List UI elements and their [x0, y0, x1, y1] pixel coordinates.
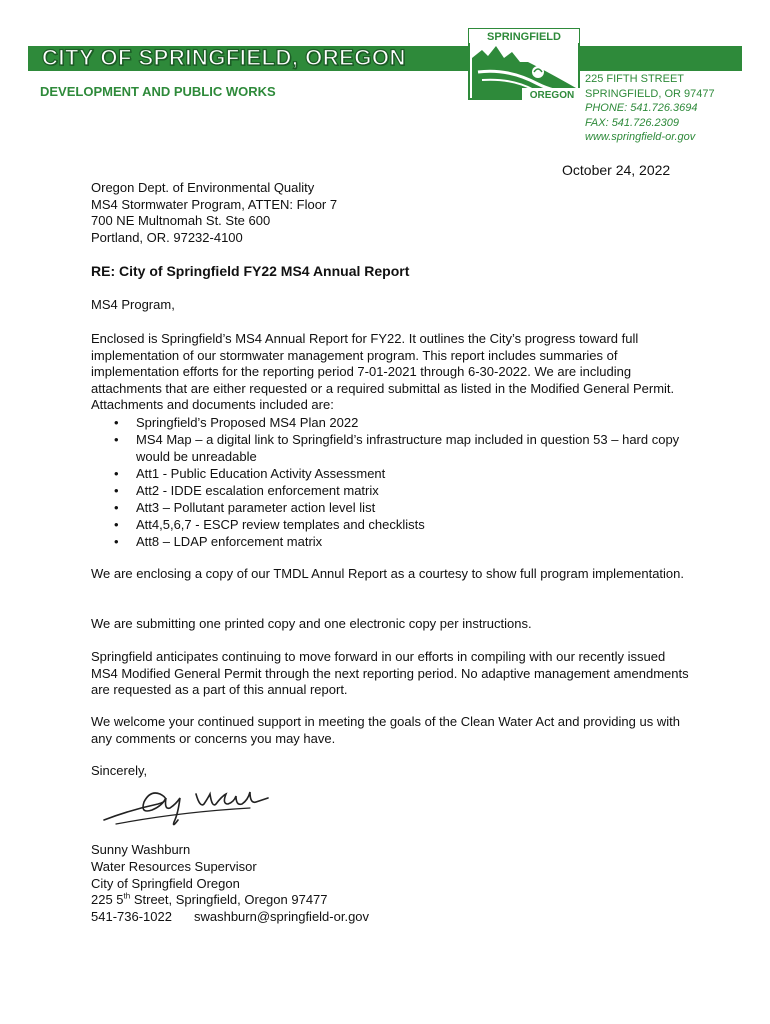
- bullet-icon: •: [114, 483, 119, 498]
- city-logo: [468, 28, 580, 100]
- bullet-icon: •: [114, 517, 119, 532]
- attachment-list: [91, 414, 691, 550]
- permit-paragraph: Springfield anticipates continuing to move forward in our efforts in compiling with our recently issued MS4 Modified General Permit through the next reporting period. No adaptive management amendments are requested as a part of this annual report.: [91, 649, 689, 697]
- list-item: [91, 482, 691, 499]
- signer-organization: City of Springfield Oregon: [91, 875, 240, 891]
- attachment-text: Att8 – LDAP enforcement matrix: [136, 534, 323, 549]
- attachment-text: Att4,5,6,7 - ESCP review templates and checklists: [136, 517, 425, 532]
- letter-date: October 24, 2022: [562, 162, 671, 178]
- bullet-icon: •: [114, 432, 119, 447]
- signer-address: 225 5th Street, Springfield, Oregon 97477: [91, 892, 328, 908]
- list-item: [91, 516, 691, 533]
- city-logo-graphic: [468, 28, 580, 100]
- intro-paragraph: Enclosed is Springfield’s MS4 Annual Report for FY22. It outlines the City’s progress toward full implementation of our stormwater management program. This report includes summaries of implementation efforts for the reporting period 7-01-2021 through 6-30-2022. We are including attachments that are either requested or a required submittal as listed in the Modified General Permit. Attachments and documents included are:: [91, 331, 675, 412]
- attachment-text: Att3 – Pollutant parameter action level list: [136, 500, 376, 515]
- bullet-icon: •: [114, 466, 119, 481]
- recipient-address: [91, 180, 337, 246]
- recipient-line: MS4 Stormwater Program, ATTEN: Floor 7: [91, 196, 338, 212]
- support-paragraph: We welcome your continued support in meeting the goals of the Clean Water Act and providing us with any comments or concerns you may have.: [91, 714, 680, 746]
- bullet-icon: •: [114, 500, 119, 515]
- address-street: 225 FIFTH STREET: [585, 73, 685, 85]
- list-item: [91, 431, 691, 465]
- attachment-text: Att1 - Public Education Activity Assessment: [136, 466, 386, 481]
- website-link: www.springfield-or.gov: [585, 131, 696, 143]
- signer-contact: [91, 909, 369, 926]
- list-item: [91, 499, 691, 516]
- attachment-text: MS4 Map – a digital link to Springfield’s infrastructure map included in question 53 – hard copy would be unreadable: [136, 432, 680, 464]
- signer-block: [91, 842, 369, 926]
- closing: Sincerely,: [91, 763, 148, 778]
- attachment-text: Att2 - IDDE escalation enforcement matrix: [136, 483, 379, 498]
- list-item: [91, 533, 691, 550]
- subject-line: RE: City of Springfield FY22 MS4 Annual Report: [91, 263, 410, 279]
- signer-title: Water Resources Supervisor: [91, 858, 257, 874]
- logo-top-text: SPRINGFIELD: [487, 31, 561, 43]
- salutation: MS4 Program,: [91, 297, 175, 312]
- signer-email[interactable]: swashburn@springfield-or.gov: [193, 909, 370, 925]
- fax-number: FAX: 541.726.2309: [585, 116, 679, 129]
- bullet-icon: •: [114, 415, 119, 430]
- letterhead-address: [585, 72, 715, 145]
- phone-number: PHONE: 541.726.3694: [585, 102, 698, 114]
- list-item: [91, 465, 691, 482]
- recipient-line: Oregon Dept. of Environmental Quality: [91, 180, 315, 195]
- bullet-icon: •: [114, 534, 119, 549]
- signer-phone: 541-736-1022: [91, 909, 172, 925]
- recipient-line: Portland, OR. 97232-4100: [91, 229, 243, 245]
- address-city: SPRINGFIELD, OR 97477: [585, 87, 715, 100]
- attachment-text: Springfield’s Proposed MS4 Plan 2022: [136, 415, 359, 430]
- city-title: CITY OF SPRINGFIELD, OREGON: [42, 45, 406, 70]
- list-item: [91, 414, 691, 431]
- logo-bottom-text: OREGON: [529, 90, 575, 100]
- department-name: DEVELOPMENT AND PUBLIC WORKS: [40, 84, 276, 99]
- recipient-line: 700 NE Multnomah St. Ste 600: [91, 213, 271, 228]
- copies-paragraph: We are submitting one printed copy and one electronic copy per instructions.: [91, 616, 532, 631]
- handwritten-signature: [100, 780, 290, 835]
- tmdl-paragraph: We are enclosing a copy of our TMDL Annul Report as a courtesy to show full program implementation.: [91, 566, 684, 581]
- signer-name: Sunny Washburn: [91, 842, 191, 857]
